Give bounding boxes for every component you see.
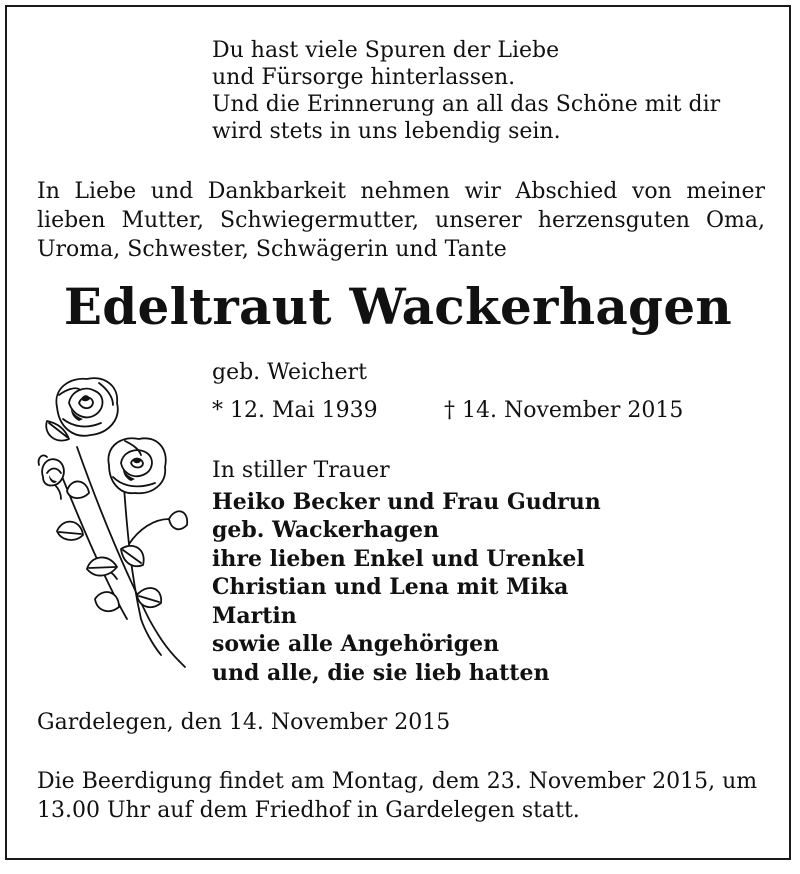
roses-icon — [29, 369, 189, 669]
farewell-intro — [37, 177, 765, 264]
place-and-date: Gardelegen, den 14. November 2015 — [37, 710, 451, 735]
poem-line: Du hast viele Spuren der Liebe — [212, 38, 560, 63]
funeral-line: 13.00 Uhr auf dem Friedhof in Gardelegen statt. — [37, 798, 580, 823]
death-date: † 14. November 2015 — [444, 398, 684, 423]
mourner-line: ihre lieben Enkel und Urenkel — [212, 545, 585, 572]
mourner-line: und alle, die sie lieb hatten — [212, 659, 550, 686]
mourner-line: geb. Wackerhagen — [212, 517, 439, 543]
mourner-line: Christian und Lena mit Mika — [212, 574, 569, 600]
intro-line: Uroma, Schwester, Schwägerin und Tante — [37, 237, 507, 262]
memorial-poem — [212, 37, 720, 145]
mourners-block — [212, 457, 601, 687]
intro-line: In Liebe und Dankbarkeit nehmen wir Abschied von meiner — [37, 179, 765, 204]
funeral-notice — [37, 767, 757, 825]
poem-line: wird stets in uns lebendig sein. — [212, 119, 561, 144]
mourner-line: Martin — [212, 602, 297, 629]
maiden-name: geb. Weichert — [212, 360, 367, 385]
poem-line: und Fürsorge hinterlassen. — [212, 65, 516, 90]
poem-line: Und die Erinnerung an all das Schöne mit dir — [212, 92, 721, 117]
life-dates — [212, 397, 682, 424]
birth-date: * 12. Mai 1939 — [212, 398, 378, 423]
deceased-name: Edeltraut Wackerhagen — [63, 277, 733, 336]
mourner-line: Heiko Becker und Frau Gudrun — [212, 488, 601, 515]
obituary-notice — [5, 5, 791, 860]
mourner-line: sowie alle Angehörigen — [212, 631, 500, 657]
funeral-line: Die Beerdigung findet am Montag, dem 23. November 2015, um — [37, 769, 758, 794]
intro-line: lieben Mutter, Schwiegermutter, unserer herzensguten Oma, — [37, 208, 765, 233]
mourners-heading: In stiller Trauer — [212, 458, 390, 483]
